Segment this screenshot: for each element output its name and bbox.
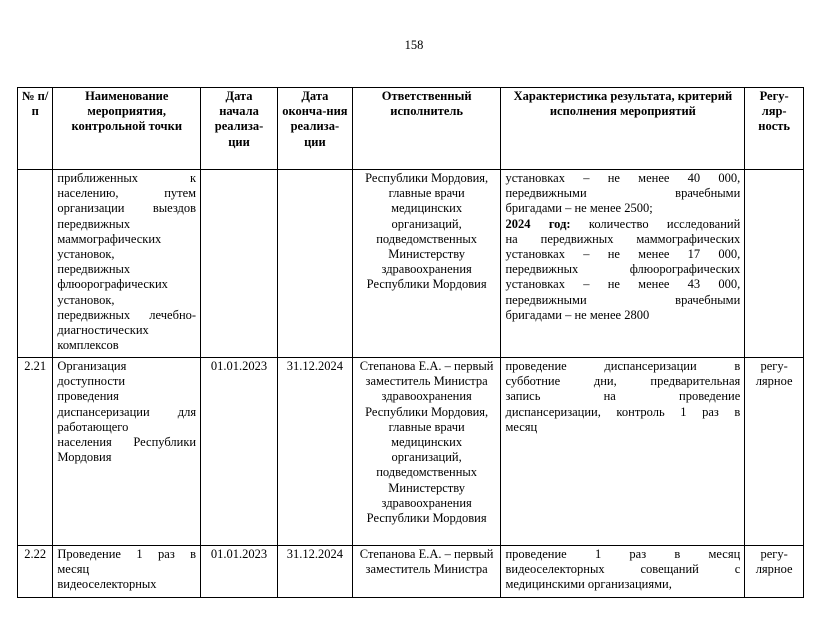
row-result <box>501 546 745 598</box>
name-line: передвижных <box>57 216 131 231</box>
result-line <box>505 389 740 404</box>
result-text: передвижными врачебными <box>505 292 741 307</box>
result-line <box>505 232 740 247</box>
row-end-date: 31.12.2024 <box>277 358 352 546</box>
name-line: Проведение 1 раз в <box>57 547 197 561</box>
result-text: на передвижных маммографических <box>505 231 741 246</box>
row-end-date: 31.12.2024 <box>277 546 352 598</box>
result-text: проведение диспансеризации в <box>505 359 741 373</box>
result-line <box>505 562 740 577</box>
header-regularity: Регу-ляр-ность <box>745 88 804 170</box>
name-line: Мордовия <box>57 450 112 465</box>
row-regularity: регу-лярное <box>745 546 804 598</box>
name-line: установок, <box>57 292 115 307</box>
name-line: Организация <box>57 359 127 373</box>
name-line: населению, путем <box>57 186 197 201</box>
row-name <box>53 170 201 358</box>
row-number <box>18 170 53 358</box>
header-num: № п/п <box>18 88 53 170</box>
result-text: передвижных флюорографических <box>505 262 741 277</box>
name-line: маммографических <box>57 231 162 246</box>
row-result <box>501 358 745 546</box>
result-text: медицинскими организациями, <box>505 577 672 592</box>
name-line: месяц <box>57 562 90 577</box>
header-responsible: Ответственный исполнитель <box>352 88 501 170</box>
row-number: 2.22 <box>18 546 53 598</box>
result-text: проведение 1 раз в месяц <box>505 547 741 561</box>
result-year-label: 2024 год: <box>505 216 571 231</box>
result-text: бригадами – не менее 2800 <box>505 307 650 322</box>
name-line: комплексов <box>57 338 119 353</box>
result-text: запись на проведение <box>505 389 741 404</box>
row-responsible: Степанова Е.А. – первый заместитель Министра здравоохранения Республики Мордовия, главные врачи медицинских организаций, подведомственных Министерству здравоохранения Республики Мордовия <box>352 358 501 546</box>
name-line: проведения <box>57 389 119 404</box>
row-end-date <box>277 170 352 358</box>
name-line: диагностических <box>57 323 149 338</box>
result-line <box>505 293 740 308</box>
name-line: организации выездов <box>57 201 197 216</box>
result-text: диспансеризации, контроль 1 раз в <box>505 404 741 419</box>
page-number: 158 <box>404 38 424 52</box>
row-regularity <box>745 170 804 358</box>
name-line: видеоселекторных <box>57 577 157 592</box>
row-result <box>501 170 745 358</box>
result-text: установках – не менее 43 000, <box>505 277 741 292</box>
name-line: диспансеризации для <box>57 404 197 419</box>
row-responsible: Степанова Е.А. – первый заместитель Министра <box>352 546 501 598</box>
name-line: работающего <box>57 419 129 434</box>
header-end-date: Дата оконча-ния реализа-ции <box>277 88 352 170</box>
table-row <box>18 170 804 358</box>
measures-table <box>17 87 804 598</box>
result-text: установках – не менее 40 000, <box>505 171 741 185</box>
result-line <box>505 577 740 592</box>
name-line: доступности <box>57 374 126 389</box>
result-line <box>505 201 740 216</box>
result-line <box>505 547 740 562</box>
result-line <box>505 308 740 323</box>
result-line <box>505 420 740 435</box>
result-text: количество исследований <box>570 216 741 231</box>
result-text: передвижными врачебными <box>505 186 741 201</box>
row-regularity: регу-лярное <box>745 358 804 546</box>
result-text: субботние дни, предварительная <box>505 374 741 389</box>
row-number: 2.21 <box>18 358 53 546</box>
header-start-date: Дата начала реализа-ции <box>201 88 278 170</box>
result-line <box>505 171 740 186</box>
row-start-date <box>201 170 278 358</box>
name-line: установок, <box>57 247 115 262</box>
result-line <box>505 405 740 420</box>
result-line <box>505 262 740 277</box>
result-text: видеоселекторных совещаний с <box>505 562 741 577</box>
result-line <box>505 374 740 389</box>
result-line <box>505 247 740 262</box>
row-start-date: 01.01.2023 <box>201 546 278 598</box>
result-text: месяц <box>505 419 538 434</box>
result-line <box>505 359 740 374</box>
header-result: Характеристика результата, критерий исполнения мероприятий <box>501 88 745 170</box>
row-name <box>53 546 201 598</box>
result-text: установках – не менее 17 000, <box>505 247 741 262</box>
result-line <box>505 277 740 292</box>
table-row <box>18 546 804 598</box>
name-line: передвижных лечебно- <box>57 307 197 322</box>
name-line: приближенных к <box>57 171 197 185</box>
row-responsible: Республики Мордовия, главные врачи медицинских организаций, подведомственных Министерству здравоохранения Республики Мордовия <box>352 170 501 358</box>
row-start-date: 01.01.2023 <box>201 358 278 546</box>
name-line: населения Республики <box>57 435 197 450</box>
result-line <box>505 186 740 201</box>
row-name <box>53 358 201 546</box>
name-line: флюорографических <box>57 277 168 292</box>
result-text: бригадами – не менее 2500; <box>505 201 653 216</box>
name-line: передвижных <box>57 262 131 277</box>
header-name: Наименование мероприятия, контрольной точки <box>53 88 201 170</box>
table-row <box>18 358 804 546</box>
result-line <box>505 217 740 232</box>
table-header-row <box>18 88 804 170</box>
